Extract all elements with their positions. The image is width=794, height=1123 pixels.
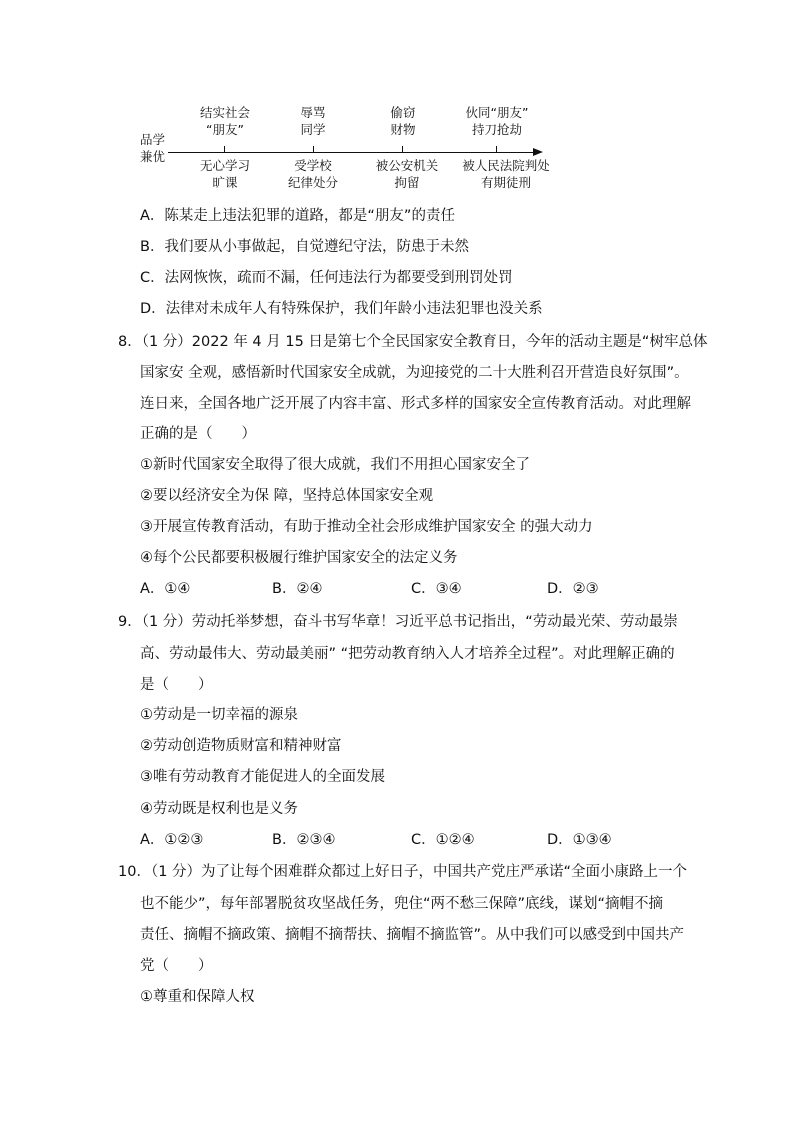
timeline-tick: [224, 146, 225, 152]
event-line: 辱骂: [300, 105, 326, 120]
timeline-event-below: [462, 157, 550, 191]
question-stem-line: 8．（1 分）2022 年 4 月 15 日是第七个全民国家安全教育日，今年的活动主题是“树牢总体: [118, 334, 708, 350]
timeline-tick: [313, 146, 314, 152]
event-line: 拘留: [394, 175, 420, 190]
statement: ①劳动是一切幸福的源泉: [140, 707, 298, 723]
event-line: 同学: [300, 122, 326, 137]
timeline-axis: [168, 152, 536, 153]
option-b: B．②③④: [272, 832, 336, 848]
event-line: 偷窃: [390, 105, 416, 120]
option-a: A．①④: [140, 581, 191, 597]
event-line: 被公安机关: [375, 158, 439, 173]
event-line: 被人民法院判处: [462, 158, 550, 173]
timeline-event-below: [288, 157, 338, 191]
question-stem-line: 责任、摘帽不摘政策、摘帽不摘帮扶、摘帽不摘监管”。从中我们可以感受到中国共产: [140, 927, 685, 943]
question-stem-line: 也不能少”，每年部署脱贫攻坚战任务，兜住“两不愁三保障”底线，谋划“摘帽不摘: [140, 896, 664, 912]
event-line: 伙同“朋友”: [465, 105, 529, 120]
statement: ②要以经济安全为保 障，坚持总体国家安全观: [140, 488, 434, 504]
event-line: 结实社会: [199, 105, 251, 120]
question-stem-line: 是（ ）: [140, 677, 213, 693]
timeline-event-below: [376, 157, 439, 191]
question-stem-line: 正确的是（ ）: [140, 426, 256, 442]
statement: ④每个公民都要积极履行维护国家安全的法定义务: [140, 550, 458, 566]
event-line: 受学校: [294, 158, 332, 173]
timeline-tick: [402, 146, 403, 152]
statement: ②劳动创造物质财富和精神财富: [140, 738, 342, 754]
statement: ③开展宣传教育活动，有助于推动全社会形成维护国家安全 的强大动力: [140, 519, 593, 535]
statement: ①新时代国家安全取得了很大成就，我们不用担心国家安全了: [140, 457, 530, 473]
statement: ①尊重和保障人权: [140, 989, 255, 1005]
option-c: C．③④: [411, 581, 462, 597]
timeline-tick: [496, 146, 497, 152]
event-line: 有期徒刑: [480, 175, 532, 190]
option-d: D．法律对未成年人有特殊保护，我们年龄小违法犯罪也没关系: [140, 301, 543, 317]
option-d: D．②③: [547, 581, 599, 597]
timeline-start-line-1: 品学: [140, 132, 166, 147]
event-line: 旷课: [212, 175, 238, 190]
question-stem-line: 10．（1 分）为了让每个困难群众都过上好日子，中国共产党庄严承诺“全面小康路上一个: [118, 864, 688, 880]
timeline-start-label: [140, 131, 165, 165]
event-line: 持刀抢劫: [471, 122, 523, 137]
question-stem-line: 党（ ）: [140, 958, 213, 974]
option-a: A．陈某走上违法犯罪的道路，都是“朋友”的责任: [140, 208, 455, 224]
timeline-event-above: [200, 104, 250, 138]
event-line: “朋友”: [206, 122, 244, 137]
question-stem-line: 连日来，全国各地广泛开展了内容丰富、形式多样的国家安全宣传教育活动。对此理解: [140, 396, 691, 412]
option-b: B．我们要从小事做起，自觉遵纪守法，防患于未然: [140, 239, 469, 255]
timeline-start-line-2: 兼优: [140, 149, 166, 164]
option-d: D．①③④: [547, 832, 612, 848]
question-stem-line: 9．（1 分）劳动托举梦想，奋斗书写华章！习近平总书记指出，“劳动最光荣、劳动最崇: [118, 614, 678, 630]
option-c: C．①②④: [411, 832, 475, 848]
event-line: 无心学习: [199, 158, 251, 173]
option-a: A．①②③: [140, 832, 204, 848]
option-c: C．法网恢恢，疏而不漏，任何违法行为都要受到刑罚处罚: [140, 270, 513, 286]
option-b: B．②④: [272, 581, 323, 597]
timeline-event-below: [200, 157, 250, 191]
question-stem-line: 高、劳动最伟大、劳动最美丽” “把劳动教育纳入人才培养全过程”。对此理解正确的: [140, 646, 675, 662]
timeline-event-above: [300, 104, 325, 138]
event-line: 纪律处分: [287, 175, 339, 190]
event-line: 财物: [390, 122, 416, 137]
timeline-event-above: [466, 104, 529, 138]
timeline-arrowhead: [533, 148, 543, 156]
timeline-event-above: [390, 104, 415, 138]
question-stem-line: 国家安 全观，感悟新时代国家安全成就，为迎接党的二十大胜利召开营造良好氛围”。: [140, 365, 689, 381]
statement: ③唯有劳动教育才能促进人的全面发展: [140, 769, 385, 785]
statement: ④劳动既是权利也是义务: [140, 801, 298, 817]
